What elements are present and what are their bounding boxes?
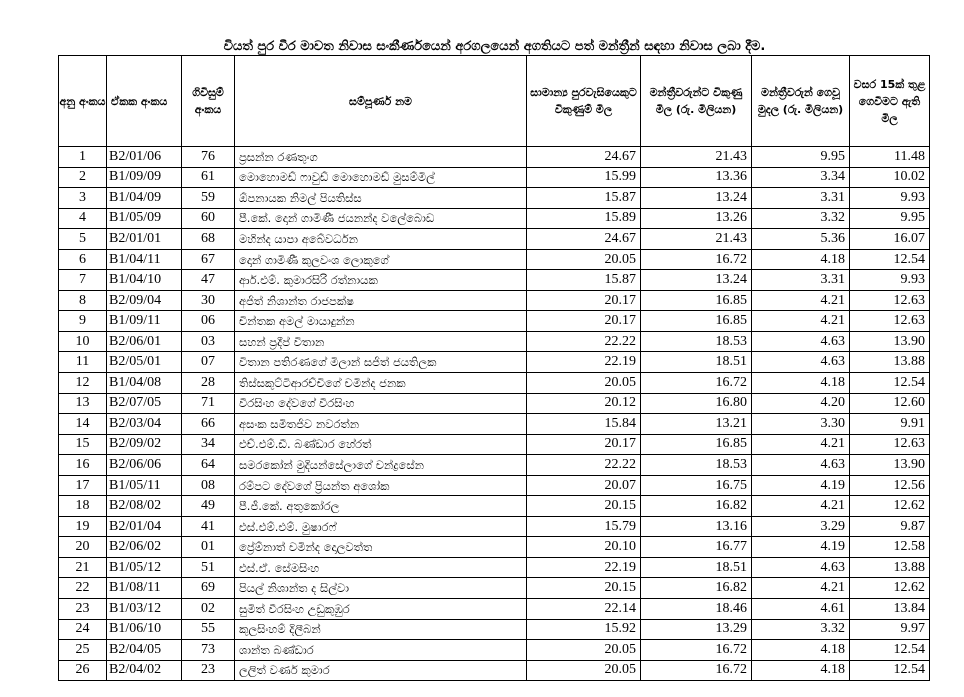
cell-balance-15yr: 9.87 [850, 516, 930, 537]
table-row [59, 455, 930, 476]
cell-serial-no: 18 [59, 496, 107, 517]
table-row [59, 619, 930, 640]
table-row [59, 599, 930, 620]
cell-mp-price: 16.72 [641, 640, 752, 661]
cell-full-name: විතාන පතිරණගේ මිලාන් සජිත් ජයතිලක [235, 352, 527, 373]
cell-agreement-no: 61 [182, 167, 235, 188]
cell-paid-amount: 4.19 [752, 537, 850, 558]
cell-agreement-no: 02 [182, 599, 235, 620]
cell-full-name: තිස්සකුට්ටිආරච්චිගේ චමින්ද ජනක [235, 373, 527, 394]
table-row [59, 147, 930, 168]
cell-mp-price: 18.51 [641, 557, 752, 578]
table-row [59, 373, 930, 394]
cell-mp-price: 16.85 [641, 434, 752, 455]
cell-full-name: පී.ජී.කේ. අතුකෝරල [235, 496, 527, 517]
cell-serial-no: 13 [59, 393, 107, 414]
header-serial-no: අනු අංකය [59, 56, 107, 147]
cell-unit-no: B2/06/01 [107, 331, 182, 352]
cell-balance-15yr: 13.88 [850, 557, 930, 578]
cell-full-name: පියල් නිශාන්ත ද සිල්වා [235, 578, 527, 599]
cell-mp-price: 21.43 [641, 229, 752, 250]
cell-serial-no: 17 [59, 475, 107, 496]
cell-serial-no: 25 [59, 640, 107, 661]
cell-serial-no: 26 [59, 660, 107, 681]
cell-mp-price: 21.43 [641, 147, 752, 168]
cell-public-price: 20.10 [527, 537, 641, 558]
cell-balance-15yr: 12.58 [850, 537, 930, 558]
cell-public-price: 15.87 [527, 270, 641, 291]
table-row [59, 311, 930, 332]
cell-full-name: සහන් ප්‍රදීප් විතාන [235, 331, 527, 352]
cell-paid-amount: 4.21 [752, 496, 850, 517]
cell-unit-no: B2/04/02 [107, 660, 182, 681]
cell-agreement-no: 06 [182, 311, 235, 332]
cell-agreement-no: 23 [182, 660, 235, 681]
cell-balance-15yr: 12.54 [850, 373, 930, 394]
table-row [59, 434, 930, 455]
cell-balance-15yr: 12.54 [850, 640, 930, 661]
cell-mp-price: 18.51 [641, 352, 752, 373]
cell-mp-price: 16.82 [641, 578, 752, 599]
cell-paid-amount: 4.21 [752, 290, 850, 311]
cell-public-price: 20.05 [527, 640, 641, 661]
cell-full-name: ප්‍රසන්න රණතුංග [235, 147, 527, 168]
header-agreement-no: ගිවිසුම් අංකය [182, 56, 235, 147]
cell-mp-price: 13.36 [641, 167, 752, 188]
table-row [59, 516, 930, 537]
cell-agreement-no: 69 [182, 578, 235, 599]
cell-public-price: 22.14 [527, 599, 641, 620]
cell-unit-no: B2/06/06 [107, 455, 182, 476]
cell-agreement-no: 73 [182, 640, 235, 661]
cell-agreement-no: 03 [182, 331, 235, 352]
cell-paid-amount: 4.21 [752, 434, 850, 455]
cell-unit-no: B2/01/01 [107, 229, 182, 250]
header-balance-15yr: වසර 15ක් තුළ ගෙවීමට ඇති මිල [850, 56, 930, 147]
cell-balance-15yr: 16.07 [850, 229, 930, 250]
cell-agreement-no: 01 [182, 537, 235, 558]
cell-mp-price: 18.53 [641, 331, 752, 352]
cell-agreement-no: 67 [182, 249, 235, 270]
cell-agreement-no: 71 [182, 393, 235, 414]
cell-mp-price: 16.72 [641, 249, 752, 270]
cell-unit-no: B1/05/11 [107, 475, 182, 496]
cell-serial-no: 12 [59, 373, 107, 394]
cell-paid-amount: 4.20 [752, 393, 850, 414]
table-row [59, 557, 930, 578]
cell-serial-no: 22 [59, 578, 107, 599]
cell-serial-no: 6 [59, 249, 107, 270]
cell-balance-15yr: 13.84 [850, 599, 930, 620]
cell-paid-amount: 4.63 [752, 331, 850, 352]
cell-agreement-no: 76 [182, 147, 235, 168]
cell-mp-price: 13.21 [641, 414, 752, 435]
cell-public-price: 15.84 [527, 414, 641, 435]
cell-unit-no: B2/01/06 [107, 147, 182, 168]
cell-public-price: 22.22 [527, 331, 641, 352]
cell-paid-amount: 9.95 [752, 147, 850, 168]
cell-balance-15yr: 9.97 [850, 619, 930, 640]
cell-paid-amount: 4.18 [752, 373, 850, 394]
cell-balance-15yr: 12.54 [850, 660, 930, 681]
housing-allocation-table [58, 55, 930, 681]
cell-mp-price: 16.75 [641, 475, 752, 496]
cell-paid-amount: 4.21 [752, 311, 850, 332]
cell-unit-no: B2/01/04 [107, 516, 182, 537]
table-row [59, 290, 930, 311]
cell-agreement-no: 66 [182, 414, 235, 435]
cell-mp-price: 13.24 [641, 270, 752, 291]
cell-serial-no: 3 [59, 188, 107, 209]
cell-serial-no: 15 [59, 434, 107, 455]
table-row [59, 393, 930, 414]
cell-balance-15yr: 12.56 [850, 475, 930, 496]
table-header-row [59, 56, 930, 147]
cell-full-name: අසංක සමිතජිව නවරත්න [235, 414, 527, 435]
cell-unit-no: B1/04/10 [107, 270, 182, 291]
cell-agreement-no: 41 [182, 516, 235, 537]
cell-agreement-no: 08 [182, 475, 235, 496]
cell-mp-price: 16.85 [641, 311, 752, 332]
header-full-name: සම්පූර්ණ නම [235, 56, 527, 147]
cell-full-name: ශාන්ත බණ්ඩාර [235, 640, 527, 661]
cell-unit-no: B2/07/05 [107, 393, 182, 414]
cell-full-name: ප්‍රේම්නාත් චමින්ද දොලවත්ත [235, 537, 527, 558]
cell-mp-price: 16.72 [641, 373, 752, 394]
cell-unit-no: B2/03/04 [107, 414, 182, 435]
cell-public-price: 15.99 [527, 167, 641, 188]
cell-balance-15yr: 12.63 [850, 311, 930, 332]
cell-mp-price: 13.26 [641, 208, 752, 229]
cell-full-name: චින්තක අමල් මායාදුන්න [235, 311, 527, 332]
cell-unit-no: B1/05/09 [107, 208, 182, 229]
cell-agreement-no: 34 [182, 434, 235, 455]
cell-paid-amount: 5.36 [752, 229, 850, 250]
table-row [59, 496, 930, 517]
cell-balance-15yr: 12.62 [850, 578, 930, 599]
cell-mp-price: 16.80 [641, 393, 752, 414]
cell-mp-price: 13.16 [641, 516, 752, 537]
cell-public-price: 24.67 [527, 147, 641, 168]
cell-agreement-no: 49 [182, 496, 235, 517]
cell-unit-no: B1/09/11 [107, 311, 182, 332]
cell-public-price: 20.15 [527, 578, 641, 599]
table-row [59, 414, 930, 435]
cell-public-price: 20.05 [527, 249, 641, 270]
cell-unit-no: B1/03/12 [107, 599, 182, 620]
cell-serial-no: 9 [59, 311, 107, 332]
cell-paid-amount: 3.31 [752, 188, 850, 209]
table-row [59, 188, 930, 209]
cell-serial-no: 23 [59, 599, 107, 620]
cell-serial-no: 19 [59, 516, 107, 537]
table-body [59, 147, 930, 681]
cell-unit-no: B2/04/05 [107, 640, 182, 661]
cell-serial-no: 14 [59, 414, 107, 435]
cell-balance-15yr: 9.95 [850, 208, 930, 229]
cell-unit-no: B1/09/09 [107, 167, 182, 188]
cell-paid-amount: 3.30 [752, 414, 850, 435]
table-row [59, 229, 930, 250]
cell-mp-price: 18.53 [641, 455, 752, 476]
cell-mp-price: 13.24 [641, 188, 752, 209]
cell-balance-15yr: 12.63 [850, 434, 930, 455]
cell-unit-no: B1/04/08 [107, 373, 182, 394]
cell-unit-no: B1/04/11 [107, 249, 182, 270]
cell-public-price: 24.67 [527, 229, 641, 250]
cell-full-name: සුමිත් වීරසිංහ උඩුකුඹුර [235, 599, 527, 620]
header-mp-price: මන්ත්‍රීවරුන්ට විකුණු මිල (රු. මිලියන) [641, 56, 752, 147]
header-unit-no: ඒකක අංකය [107, 56, 182, 147]
cell-full-name: වීරසිංහ දේවගේ වීරසිංහ [235, 393, 527, 414]
cell-public-price: 15.89 [527, 208, 641, 229]
cell-full-name: මහින්ද යාපා අබේවර්ධන [235, 229, 527, 250]
table-row [59, 270, 930, 291]
cell-serial-no: 21 [59, 557, 107, 578]
cell-paid-amount: 4.18 [752, 640, 850, 661]
cell-balance-15yr: 13.88 [850, 352, 930, 373]
cell-full-name: එස්.එම්.එම්. මුෂාරෆ් [235, 516, 527, 537]
document-title: වියත් පුර වීර මාවත නිවාස සංකීර්ණයෙන් අරගලයෙන් අගතියට පත් මන්ත්‍රීන් සඳහා නිවාස ලබා දීම. [223, 39, 766, 54]
cell-serial-no: 8 [59, 290, 107, 311]
cell-agreement-no: 55 [182, 619, 235, 640]
cell-serial-no: 7 [59, 270, 107, 291]
cell-serial-no: 5 [59, 229, 107, 250]
cell-paid-amount: 3.32 [752, 619, 850, 640]
cell-balance-15yr: 12.54 [850, 249, 930, 270]
cell-public-price: 22.19 [527, 557, 641, 578]
cell-agreement-no: 07 [182, 352, 235, 373]
cell-unit-no: B1/08/11 [107, 578, 182, 599]
cell-paid-amount: 3.32 [752, 208, 850, 229]
cell-full-name: දොන් ගාමිණී කුලවංශ ලොකුගේ [235, 249, 527, 270]
cell-public-price: 20.15 [527, 496, 641, 517]
cell-paid-amount: 4.21 [752, 578, 850, 599]
cell-full-name: කුලසිංහම් දිලීබන් [235, 619, 527, 640]
cell-public-price: 22.22 [527, 455, 641, 476]
cell-balance-15yr: 13.90 [850, 455, 930, 476]
cell-balance-15yr: 11.48 [850, 147, 930, 168]
cell-balance-15yr: 12.60 [850, 393, 930, 414]
cell-serial-no: 10 [59, 331, 107, 352]
cell-serial-no: 4 [59, 208, 107, 229]
cell-agreement-no: 30 [182, 290, 235, 311]
cell-paid-amount: 3.31 [752, 270, 850, 291]
cell-public-price: 20.17 [527, 434, 641, 455]
cell-unit-no: B2/06/02 [107, 537, 182, 558]
cell-public-price: 15.79 [527, 516, 641, 537]
cell-full-name: ආර්.එම්. කුමාරසිරි රත්නායක [235, 270, 527, 291]
cell-paid-amount: 4.19 [752, 475, 850, 496]
cell-paid-amount: 4.63 [752, 557, 850, 578]
table-row [59, 640, 930, 661]
cell-paid-amount: 4.18 [752, 660, 850, 681]
cell-unit-no: B2/05/01 [107, 352, 182, 373]
table-row [59, 475, 930, 496]
cell-mp-price: 18.46 [641, 599, 752, 620]
table-row [59, 167, 930, 188]
cell-serial-no: 20 [59, 537, 107, 558]
cell-agreement-no: 51 [182, 557, 235, 578]
cell-serial-no: 24 [59, 619, 107, 640]
cell-full-name: රම්පට දේවගේ ප්‍රියන්ත අශෝක [235, 475, 527, 496]
table-row [59, 660, 930, 681]
cell-balance-15yr: 13.90 [850, 331, 930, 352]
table-row [59, 249, 930, 270]
cell-paid-amount: 4.63 [752, 455, 850, 476]
cell-paid-amount: 3.29 [752, 516, 850, 537]
cell-agreement-no: 64 [182, 455, 235, 476]
cell-balance-15yr: 10.02 [850, 167, 930, 188]
header-public-price: සාමාන්‍ය පුරවැසියෙකුට විකුණුම් මිල [527, 56, 641, 147]
cell-unit-no: B1/04/09 [107, 188, 182, 209]
table-row [59, 578, 930, 599]
table-row [59, 331, 930, 352]
cell-unit-no: B1/05/12 [107, 557, 182, 578]
cell-full-name: ඕපනායක නිමල් පියතිස්ස [235, 188, 527, 209]
cell-paid-amount: 4.61 [752, 599, 850, 620]
table-row [59, 537, 930, 558]
cell-public-price: 20.17 [527, 290, 641, 311]
cell-agreement-no: 59 [182, 188, 235, 209]
cell-paid-amount: 3.34 [752, 167, 850, 188]
cell-unit-no: B1/06/10 [107, 619, 182, 640]
cell-unit-no: B2/09/04 [107, 290, 182, 311]
cell-unit-no: B2/08/02 [107, 496, 182, 517]
cell-serial-no: 2 [59, 167, 107, 188]
cell-mp-price: 13.29 [641, 619, 752, 640]
cell-full-name: එස්.ඒ. සේමසිංහ [235, 557, 527, 578]
table-row [59, 208, 930, 229]
cell-public-price: 20.05 [527, 373, 641, 394]
cell-balance-15yr: 9.93 [850, 188, 930, 209]
cell-mp-price: 16.82 [641, 496, 752, 517]
cell-serial-no: 16 [59, 455, 107, 476]
cell-agreement-no: 28 [182, 373, 235, 394]
cell-mp-price: 16.72 [641, 660, 752, 681]
cell-mp-price: 16.77 [641, 537, 752, 558]
cell-public-price: 15.92 [527, 619, 641, 640]
cell-paid-amount: 4.63 [752, 352, 850, 373]
cell-full-name: මොහොමඩ් ෆාවුඩ් මොහොමඩ් මුසම්මිල් [235, 167, 527, 188]
cell-public-price: 20.12 [527, 393, 641, 414]
cell-public-price: 15.87 [527, 188, 641, 209]
cell-agreement-no: 60 [182, 208, 235, 229]
table-row [59, 352, 930, 373]
header-paid-amount: මන්ත්‍රීවරුන් ගෙවූ මුදල (රු. මිලියන) [752, 56, 850, 147]
cell-full-name: එච්.එම්.ඩී. බණ්ඩාර හේරත් [235, 434, 527, 455]
cell-balance-15yr: 12.62 [850, 496, 930, 517]
cell-serial-no: 1 [59, 147, 107, 168]
cell-full-name: ලලිත් වර්ණ කුමාර [235, 660, 527, 681]
cell-balance-15yr: 9.93 [850, 270, 930, 291]
cell-public-price: 22.19 [527, 352, 641, 373]
cell-full-name: සමරකෝන් මුදියන්සේලාගේ චන්ද්‍රසේන [235, 455, 527, 476]
cell-paid-amount: 4.18 [752, 249, 850, 270]
cell-mp-price: 16.85 [641, 290, 752, 311]
cell-full-name: අජිත් නිශාන්ත රාජපක්ෂ [235, 290, 527, 311]
cell-public-price: 20.05 [527, 660, 641, 681]
cell-serial-no: 11 [59, 352, 107, 373]
cell-full-name: පී.කේ. දොන් ගාමිණී ජයනන්ද වලේබොඩ [235, 208, 527, 229]
cell-unit-no: B2/09/02 [107, 434, 182, 455]
cell-public-price: 20.17 [527, 311, 641, 332]
cell-balance-15yr: 12.63 [850, 290, 930, 311]
cell-balance-15yr: 9.91 [850, 414, 930, 435]
cell-agreement-no: 68 [182, 229, 235, 250]
cell-agreement-no: 47 [182, 270, 235, 291]
cell-public-price: 20.07 [527, 475, 641, 496]
